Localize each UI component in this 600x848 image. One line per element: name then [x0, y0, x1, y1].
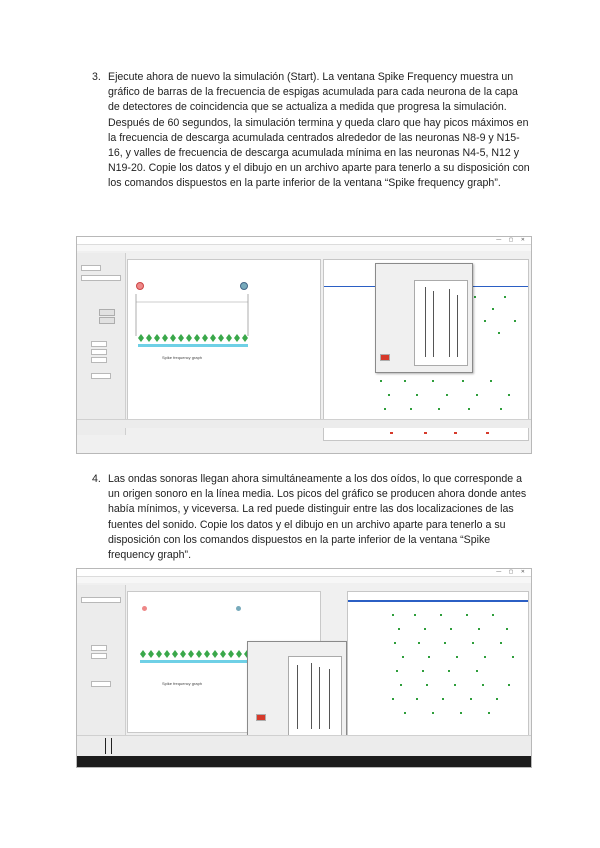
network-caption: Spike frequency graph [162, 681, 203, 686]
frequency-bar [311, 663, 312, 729]
parameters-panel [77, 585, 126, 735]
ear-neuron-left [136, 282, 144, 290]
copy-data-button[interactable] [380, 354, 390, 361]
param-field[interactable] [91, 645, 107, 651]
window-titlebar [77, 569, 531, 577]
simulation-screenshot-2 [76, 568, 532, 768]
param-field[interactable] [91, 357, 107, 363]
spike-frequency-graph [288, 656, 342, 738]
windows-taskbar [77, 756, 531, 767]
window-titlebar [77, 237, 531, 245]
param-button[interactable] [99, 317, 115, 324]
spike-frequency-popup[interactable] [375, 263, 473, 373]
coincidence-layer-diagram [132, 290, 312, 348]
param-field[interactable] [91, 653, 107, 659]
ear-neuron-left [142, 606, 147, 611]
window-controls: — ▢ ✕ [496, 569, 528, 575]
window-controls: — ▢ ✕ [496, 237, 528, 243]
lower-strip [77, 735, 531, 756]
copy-data-button[interactable] [256, 714, 266, 721]
toolbar-strip [77, 419, 531, 428]
param-field[interactable] [91, 341, 107, 347]
item-number: 3. [92, 71, 101, 83]
param-field[interactable] [81, 597, 121, 603]
param-field[interactable] [91, 349, 107, 355]
simulation-screenshot-1 [76, 236, 532, 454]
network-caption: Spike frequency graph [162, 355, 203, 360]
param-field[interactable] [81, 275, 121, 281]
parameters-panel [77, 253, 126, 435]
menu-bar [77, 245, 531, 251]
item-number: 4. [92, 473, 101, 485]
param-button[interactable] [99, 309, 115, 316]
param-field[interactable] [81, 265, 101, 271]
menu-bar [77, 577, 531, 583]
item-paragraph: Las ondas sonoras llegan ahora simultáneamente a los dos oídos, lo que corresponde a un origen sonoro en la línea media. Los picos del gráfico se producen ahora donde antes había mínimos, y viceversa. La red puede distinguir entre las dos localizaciones de las fuentes del sonido. Copie los datos y el dibujo en un archivo aparte para tenerlo a su disposición con los comandos dispuestos en la parte inferior de la ventana “Spike frequency graph”. [108, 473, 527, 562]
frequency-bar [329, 669, 330, 729]
param-field[interactable] [91, 373, 111, 379]
item-paragraph: Ejecute ahora de nuevo la simulación (Start). La ventana Spike Frequency muestra un gráfico de barras de la frecuencia de espigas acumulada para cada neurona de la capa de detectores de coincidencia que se actualiza a medida que progresa la simulación. Después de 60 segundos, la simulación termina y queda claro que hay picos máximos en la frecuencia de descarga acumulada centrados alrededor de las neuronas N8-9 y N15-16, y valles de frecuencia de descarga acumulada mínima en las neuronas N4-5, N12 y N19-20. Copie los datos y el dibujo en un archivo aparte para tenerlo a su disposición con los comandos dispuestos en la parte inferior de la ventana “Spike frequency graph”. [108, 71, 530, 190]
divider [105, 738, 106, 754]
param-field[interactable] [91, 681, 111, 687]
ear-neuron-right [236, 606, 241, 611]
spike-frequency-graph [414, 280, 468, 366]
divider [111, 738, 112, 754]
network-canvas [127, 259, 321, 425]
frequency-bar [449, 289, 450, 357]
spike-frequency-popup[interactable] [247, 641, 347, 749]
raster-row [348, 600, 528, 602]
raster-plot-window [347, 591, 529, 737]
frequency-bar [319, 667, 320, 729]
frequency-bar [433, 291, 434, 357]
frequency-bar [425, 287, 426, 357]
spike-raster [388, 608, 524, 732]
ear-neuron-right [240, 282, 248, 290]
frequency-bar [297, 665, 298, 729]
frequency-bar [457, 295, 458, 357]
